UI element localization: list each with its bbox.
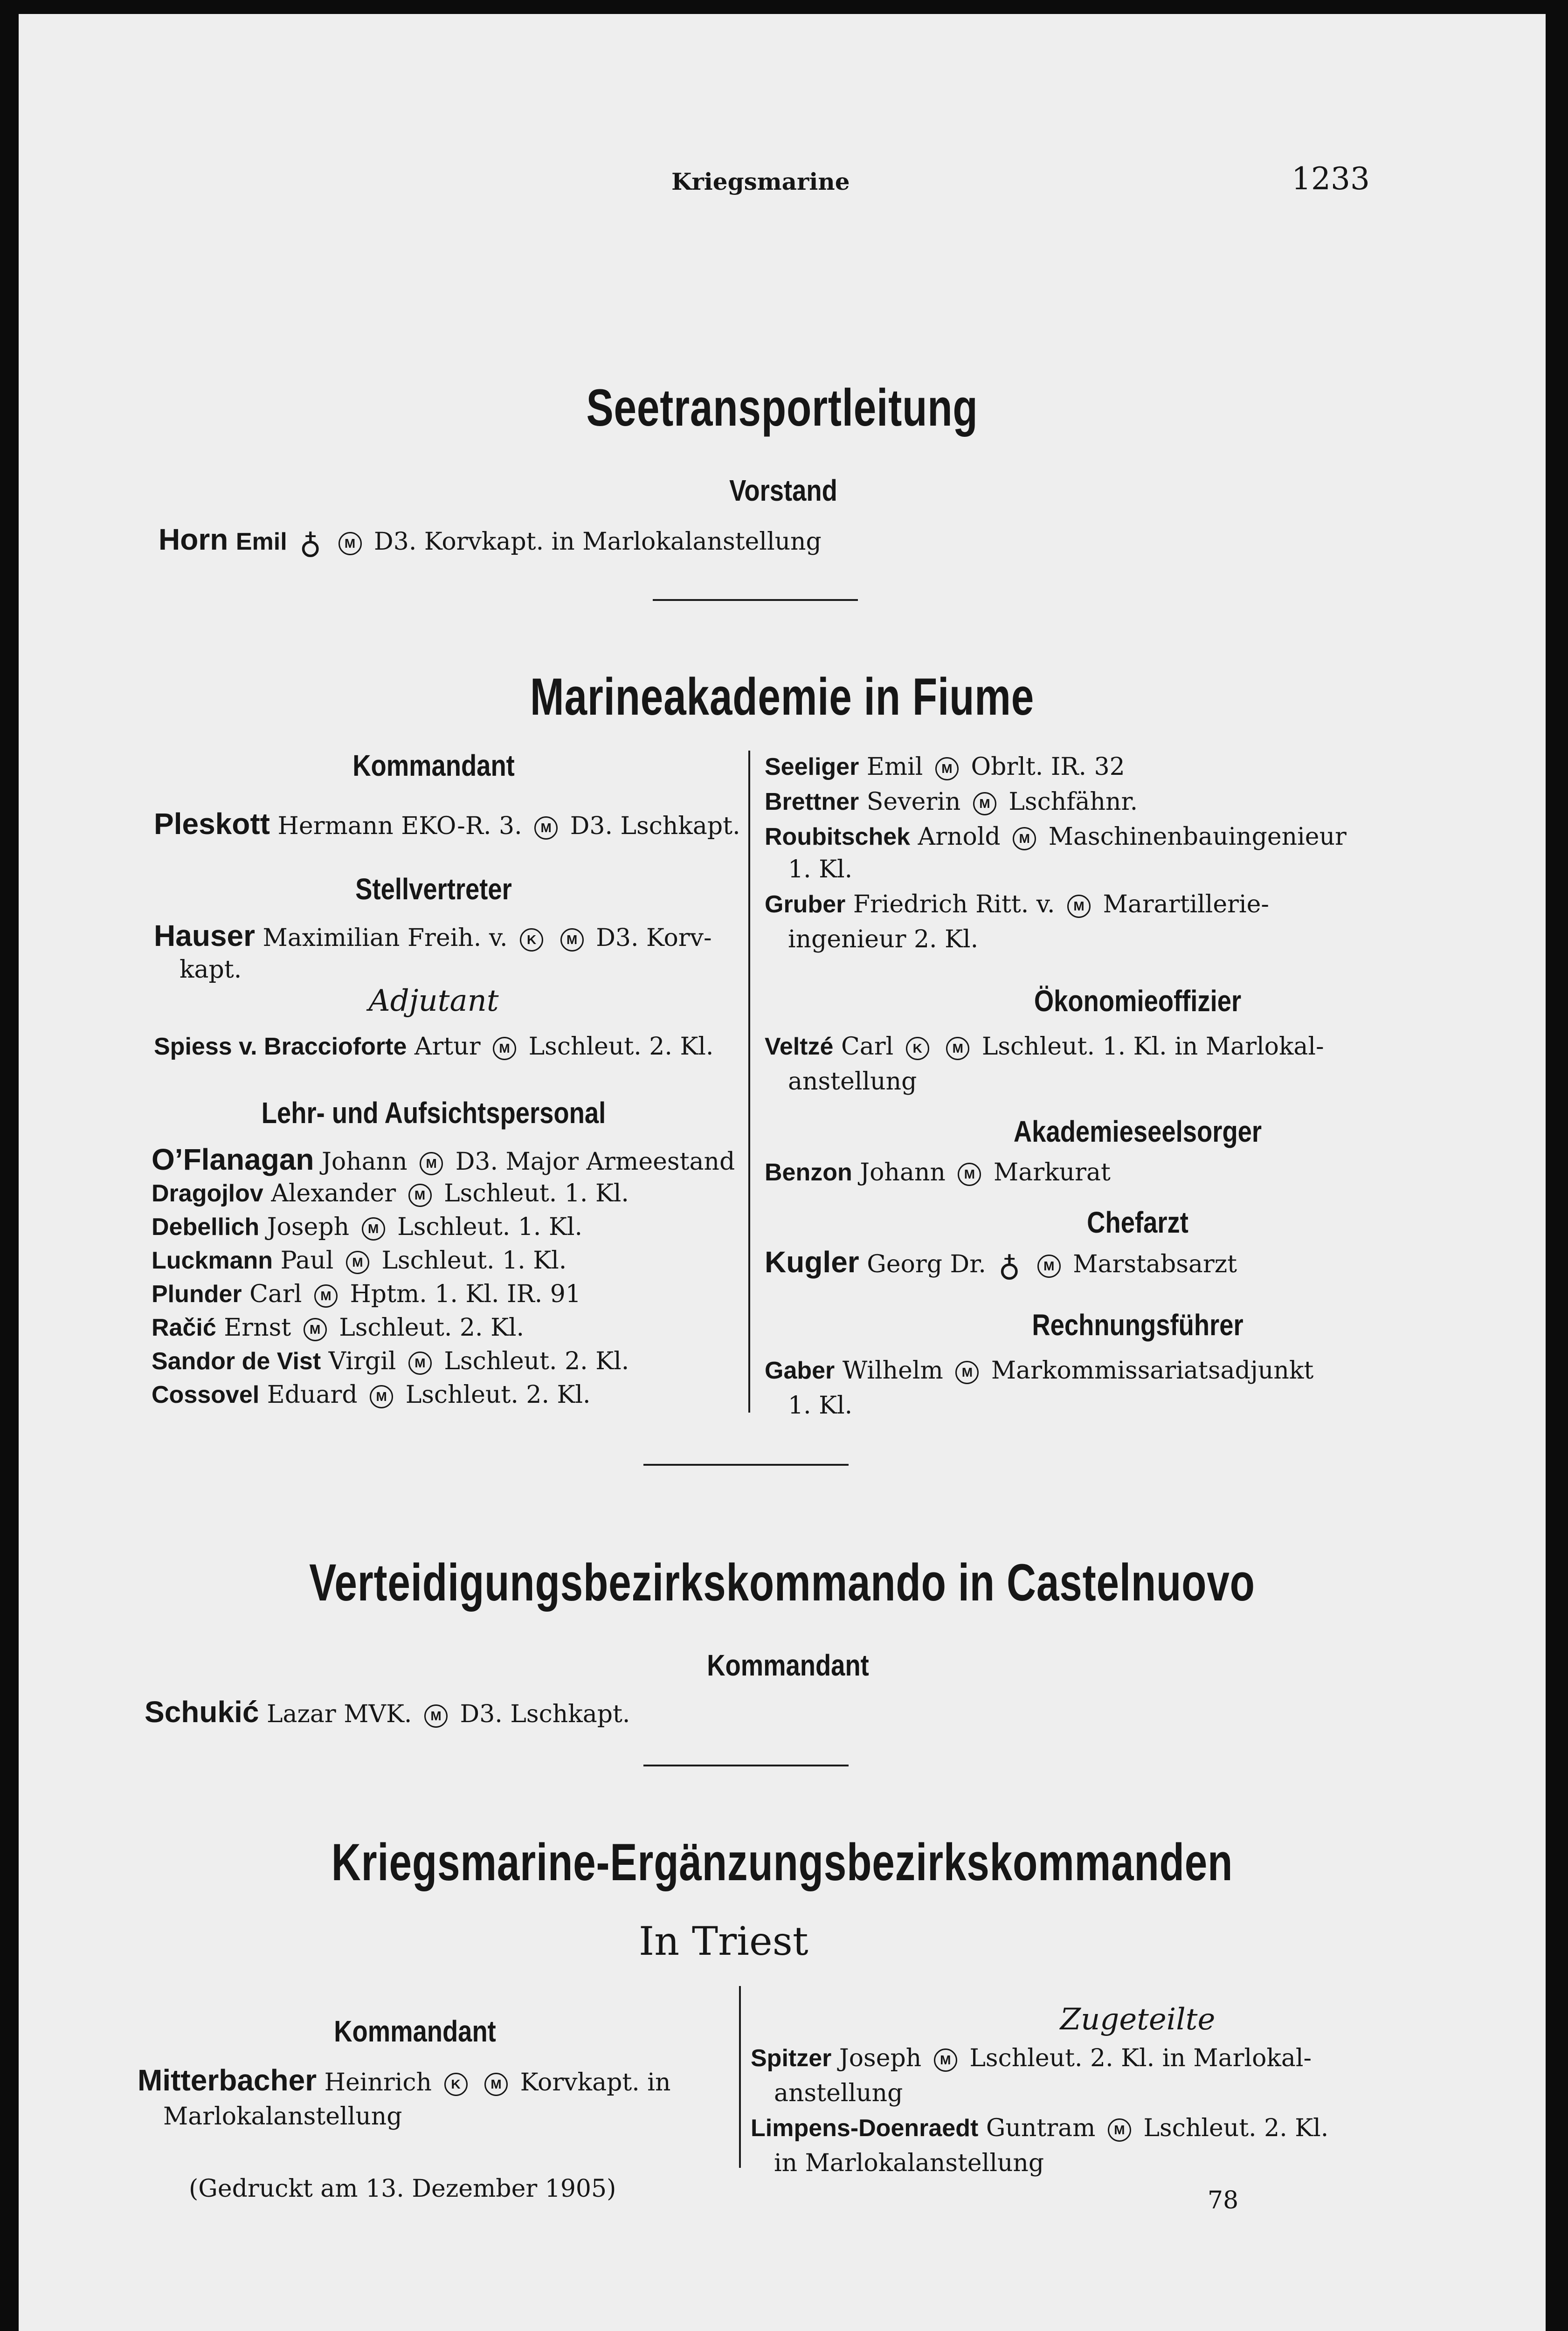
entry-rest: Lschleut. 1. Kl. — [381, 1247, 567, 1275]
entry-rest: Markommissariatsadjunkt — [991, 1357, 1314, 1385]
order-icon: ♁ — [998, 1248, 1021, 1283]
entry-veltze — [765, 1033, 1324, 1061]
column-divider — [739, 1986, 741, 2168]
entry-lehr — [152, 1247, 566, 1275]
m-badge-icon: M — [934, 2048, 957, 2072]
entry-right — [765, 788, 1138, 816]
entry-name: Mitterbacher — [138, 2063, 317, 2097]
m-badge-icon: M — [1108, 2118, 1131, 2142]
m-badge-icon: M — [362, 1217, 385, 1241]
entry-given: Emil — [866, 753, 923, 781]
entry-given: Joseph — [267, 1213, 350, 1241]
entry-name: Gruber — [765, 891, 846, 918]
entry-gaber — [765, 1357, 1313, 1385]
entry-rest: Lschleut. 2. Kl. — [444, 1347, 629, 1375]
print-date: (Gedruckt am 13. Dezember 1905) — [189, 2175, 616, 2203]
entry-rest: Lschfähnr. — [1008, 788, 1138, 816]
m-badge-icon: M — [534, 816, 558, 840]
entry-given: Lazar MVK. — [266, 1700, 412, 1728]
m-badge-icon: M — [370, 1385, 393, 1408]
entry-lehr — [152, 1280, 581, 1308]
entry-schukic — [145, 1695, 630, 1729]
entry-given: Maximilian Freih. v. — [262, 924, 508, 952]
entry-name: Spitzer — [751, 2045, 832, 2072]
entry-name: Pleskott — [154, 807, 270, 841]
entry-continuation: 1. Kl. — [788, 855, 853, 883]
entry-given: Emil — [235, 528, 287, 555]
entry-mitterbacher — [138, 2063, 670, 2097]
entry-given: Carl — [249, 1280, 302, 1308]
m-badge-icon: M — [408, 1352, 432, 1375]
m-badge-icon: M — [420, 1152, 443, 1175]
entry-lehr — [152, 1381, 591, 1409]
section-title-castelnuovo: Verteidigungsbezirkskommando in Castelnuovo — [309, 1553, 1255, 1612]
label-seelsorger: Akademieseelsorger — [1013, 1115, 1262, 1148]
entry-rest: Marartillerie- — [1103, 890, 1269, 918]
entry-given: Johann — [322, 1148, 408, 1176]
entry-continuation: in Marlokalanstellung — [774, 2149, 1044, 2177]
k-badge-icon: K — [520, 928, 543, 952]
entry-given: Alexander — [271, 1179, 396, 1207]
entry-continuation: 1. Kl. — [788, 1392, 853, 1420]
entry-horn — [159, 522, 822, 561]
entry-rest: Obrlt. IR. 32 — [971, 753, 1125, 781]
m-badge-icon: M — [493, 1037, 516, 1060]
label-stellvertreter: Stellvertreter — [355, 872, 512, 906]
k-badge-icon: K — [906, 1037, 929, 1060]
entry-name: Gaber — [765, 1357, 835, 1384]
m-badge-icon: M — [1067, 895, 1091, 918]
entry-rest: D3. Major Armeestand — [455, 1148, 735, 1176]
entry-lehr — [152, 1179, 629, 1207]
entry-rest: D3. Korvkapt. in Marlokalanstellung — [374, 528, 822, 556]
entry-given: Carl — [841, 1033, 894, 1061]
entry-name: Debellich — [152, 1214, 260, 1241]
entry-given: Johann — [860, 1159, 946, 1186]
entry-given: Arnold — [918, 823, 1001, 851]
entry-given: Eduard — [267, 1381, 358, 1409]
entry-given: Severin — [866, 788, 961, 816]
entry-name: O’Flanagan — [152, 1143, 314, 1176]
entry-name: Hauser — [154, 919, 255, 952]
entry-name: Benzon — [765, 1159, 852, 1186]
entry-continuation: ingenieur 2. Kl. — [788, 925, 979, 953]
entry-name: Račić — [152, 1314, 216, 1341]
section-subtitle: In Triest — [639, 1918, 808, 1964]
m-badge-icon: M — [346, 1251, 369, 1274]
m-badge-icon: M — [424, 1704, 448, 1728]
entry-given: Artur — [414, 1033, 481, 1061]
entry-right — [765, 890, 1269, 918]
label-zugeteilte: Zugeteilte — [1060, 2002, 1216, 2037]
m-badge-icon: M — [484, 2073, 508, 2096]
label-kommandant: Kommandant — [334, 2014, 496, 2048]
entry-continuation: kapt. — [180, 956, 242, 984]
entry-given: Georg Dr. — [867, 1250, 986, 1278]
m-badge-icon: M — [1037, 1255, 1061, 1278]
entry-given: Paul — [280, 1247, 334, 1275]
entry-name: Luckmann — [152, 1247, 273, 1274]
m-badge-icon: M — [1013, 827, 1036, 850]
entry-rest: Lschleut. 2. Kl. — [528, 1033, 714, 1061]
entry-given: Ernst — [224, 1314, 291, 1342]
entry-rest: Lschleut. 2. Kl. — [1143, 2114, 1329, 2142]
entry-given: Friedrich Ritt. v. — [853, 890, 1055, 918]
entry-rest: Lschleut. 2. Kl. in Marlokal- — [969, 2044, 1312, 2072]
m-badge-icon: M — [304, 1318, 327, 1341]
entry-name: Cossovel — [152, 1381, 260, 1408]
entry-right — [765, 823, 1347, 851]
entry-right — [765, 753, 1125, 781]
section-title-akademie: Marineakademie in Fiume — [530, 668, 1035, 726]
entry-given: Wilhelm — [842, 1357, 943, 1385]
entry-benzon — [765, 1159, 1111, 1186]
entry-lehr — [152, 1347, 629, 1375]
m-badge-icon: M — [955, 1361, 979, 1384]
order-icon: ♁ — [299, 526, 321, 561]
divider — [643, 1765, 849, 1766]
label-oekonomie: Ökonomieoffizier — [1034, 984, 1242, 1018]
entry-name: Roubitschek — [765, 823, 911, 850]
m-badge-icon: M — [946, 1037, 969, 1060]
m-badge-icon: M — [314, 1284, 338, 1308]
m-badge-icon: M — [408, 1184, 432, 1207]
entry-kugler — [765, 1245, 1237, 1283]
section-title-ergaenzung: Kriegsmarine-Ergänzungsbezirkskommanden — [331, 1833, 1233, 1891]
entry-lehr — [152, 1314, 524, 1342]
entry-name: Plunder — [152, 1281, 242, 1308]
entry-name: Sandor de Vist — [152, 1348, 321, 1375]
entry-continuation: anstellung — [774, 2079, 903, 2107]
label-chefarzt: Chefarzt — [1087, 1206, 1188, 1239]
label-vorstand: Vorstand — [729, 474, 837, 507]
m-badge-icon: M — [338, 532, 362, 555]
entry-rest: Lschleut. 2. Kl. — [405, 1381, 591, 1409]
entry-rest: Lschleut. 1. Kl. — [397, 1213, 583, 1241]
entry-name: Veltzé — [765, 1033, 834, 1060]
column-divider — [748, 751, 750, 1413]
section-title-seetransport: Seetransportleitung — [586, 379, 978, 437]
m-badge-icon: M — [958, 1163, 981, 1186]
entry-given: Joseph — [839, 2044, 922, 2072]
entry-rest: D3. Lschkapt. — [570, 812, 740, 840]
entry-rest: Lschleut. 1. Kl. in Marlokal- — [981, 1033, 1324, 1061]
entry-name: Spiess v. Braccioforte — [154, 1033, 407, 1060]
entry-name: Kugler — [765, 1245, 859, 1279]
entry-name: Schukić — [145, 1695, 259, 1729]
label-lehr: Lehr- und Aufsichtspersonal — [261, 1096, 606, 1130]
entry-name: Limpens-Doenraedt — [751, 2115, 979, 2142]
entry-given: Hermann EKO-R. 3. — [277, 812, 522, 840]
entry-spiess — [154, 1033, 713, 1061]
entry-name: Seeliger — [765, 753, 859, 780]
entry-rest: Hptm. 1. Kl. IR. 91 — [350, 1280, 581, 1308]
divider — [643, 1464, 849, 1466]
label-rechnung: Rechnungsführer — [1032, 1308, 1243, 1342]
entry-limpens — [751, 2114, 1328, 2142]
signature-mark: 78 — [1208, 2186, 1239, 2214]
page-number: 1233 — [1292, 161, 1370, 197]
entry-given: Guntram — [986, 2114, 1096, 2142]
k-badge-icon: K — [444, 2073, 468, 2096]
document-page — [19, 14, 1546, 2331]
entry-hauser — [154, 918, 712, 953]
entry-rest: Marstabsarzt — [1073, 1250, 1237, 1278]
m-badge-icon: M — [935, 757, 959, 780]
label-kommandant: Kommandant — [707, 1648, 869, 1682]
running-header: Kriegsmarine — [671, 168, 850, 195]
entry-lehr — [152, 1142, 735, 1177]
entry-rest: Lschleut. 1. Kl. — [444, 1179, 629, 1207]
entry-rest: Korvkapt. in — [520, 2069, 671, 2097]
entry-lehr — [152, 1213, 582, 1241]
entry-spitzer — [751, 2044, 1312, 2072]
entry-given: Virgil — [328, 1347, 396, 1375]
label-adjutant: Adjutant — [368, 984, 499, 1018]
m-badge-icon: M — [973, 792, 996, 815]
entry-pleskott — [154, 807, 740, 841]
entry-continuation: Marlokalanstellung — [163, 2103, 402, 2131]
entry-rest: Maschinenbauingenieur — [1048, 823, 1347, 851]
entry-continuation: anstellung — [788, 1068, 917, 1096]
m-badge-icon: M — [560, 928, 584, 952]
entry-rest: Markurat — [993, 1159, 1111, 1186]
entry-name: Dragojlov — [152, 1180, 263, 1207]
entry-rest: Lschleut. 2. Kl. — [339, 1314, 525, 1342]
divider — [653, 599, 858, 601]
entry-name: Brettner — [765, 788, 859, 815]
entry-given: Heinrich — [324, 2069, 432, 2097]
entry-rest: D3. Lschkapt. — [460, 1700, 630, 1728]
label-kommandant: Kommandant — [352, 749, 515, 782]
entry-rest: D3. Korv- — [596, 924, 712, 952]
entry-name: Horn — [159, 523, 228, 556]
